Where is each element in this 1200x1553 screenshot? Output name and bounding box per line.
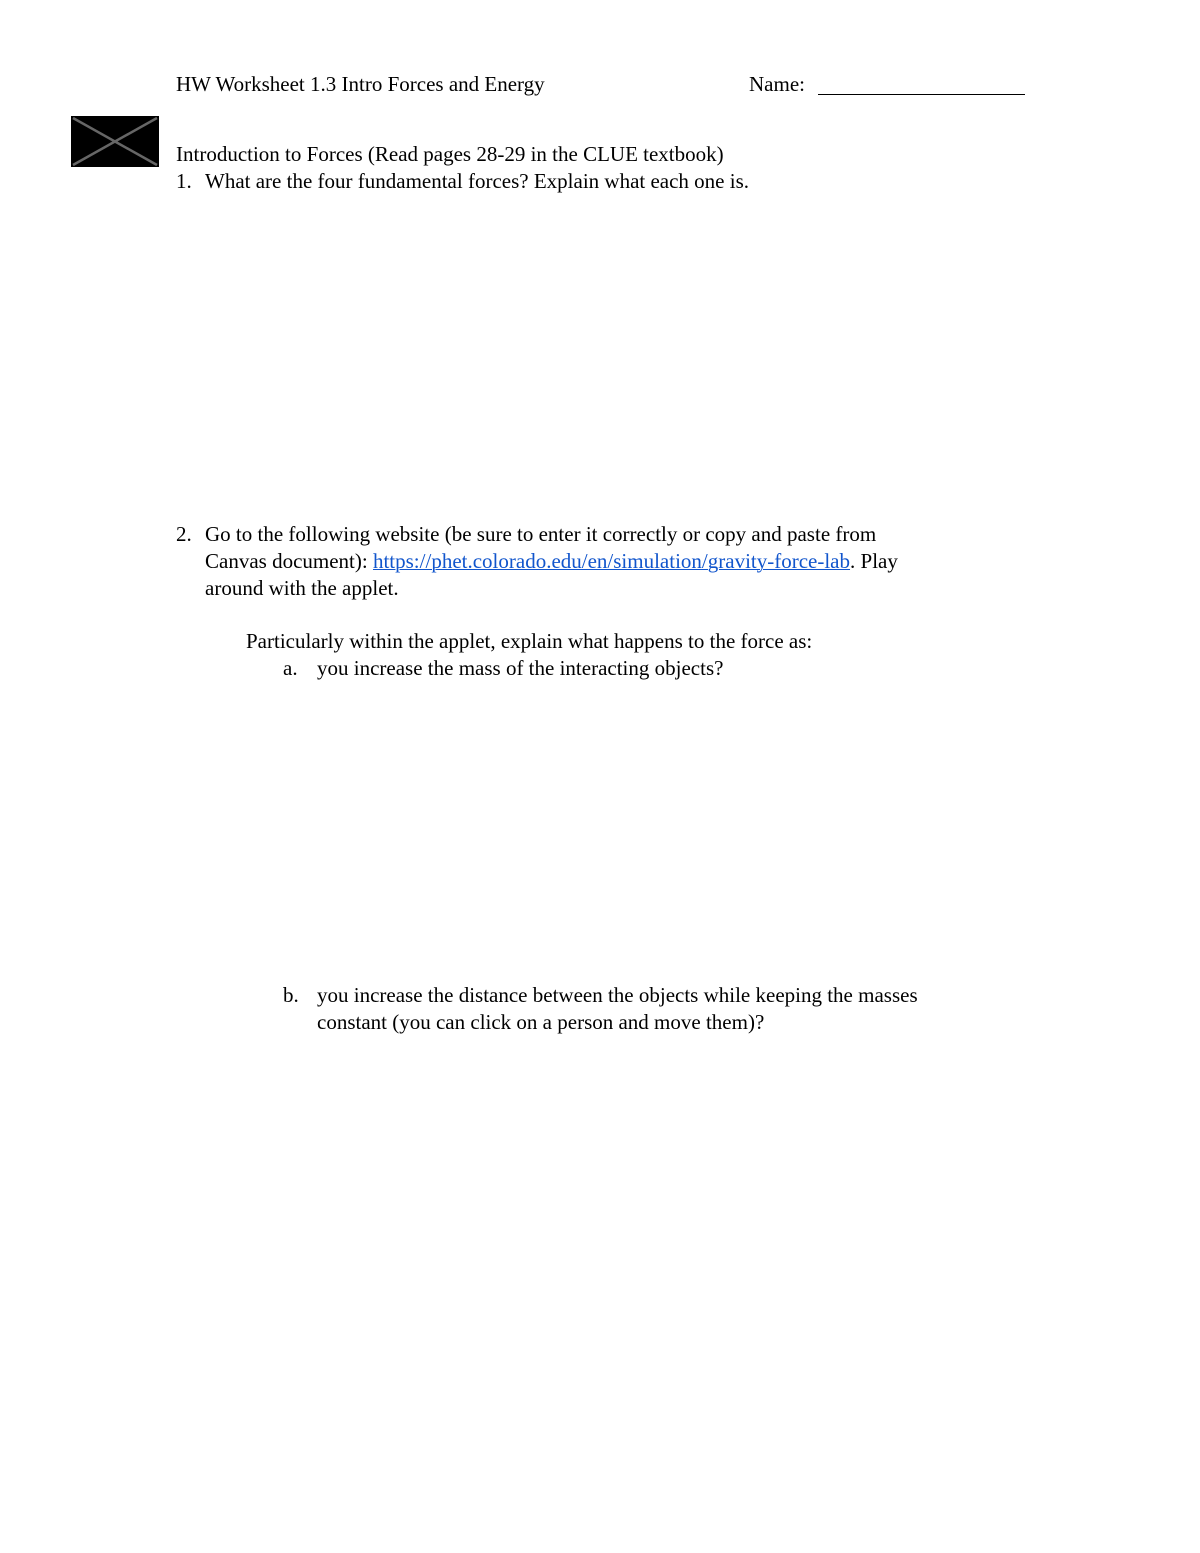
worksheet-title: HW Worksheet 1.3 Intro Forces and Energy	[176, 72, 545, 96]
question-2-text	[205, 521, 1005, 602]
subquestion-b-text	[317, 982, 1017, 1036]
section-title: Introduction to Forces (Read pages 28-29 in the CLUE textbook)	[176, 142, 724, 166]
broken-image-placeholder-icon	[71, 116, 159, 167]
name-label: Name:	[749, 72, 805, 96]
question-2-line-2-prefix: Canvas document):	[205, 549, 373, 573]
subquestion-b-line-2: constant (you can click on a person and move them)?	[317, 1010, 765, 1034]
subquestion-b-line-1: you increase the distance between the objects while keeping the masses	[317, 983, 918, 1007]
question-2-intro: Particularly within the applet, explain what happens to the force as:	[246, 629, 813, 653]
question-2-line-1: Go to the following website (be sure to enter it correctly or copy and paste from	[205, 522, 877, 546]
phet-gravity-lab-link[interactable]: https://phet.colorado.edu/en/simulation/gravity-force-lab	[372, 549, 851, 573]
subquestion-a-letter: a.	[283, 656, 298, 680]
subquestion-a-text: you increase the mass of the interacting objects?	[317, 656, 724, 680]
question-1-number: 1.	[176, 169, 192, 193]
name-blank-line	[818, 94, 1025, 95]
subquestion-b-letter: b.	[283, 983, 299, 1007]
question-1-text: What are the four fundamental forces? Explain what each one is.	[205, 169, 750, 193]
question-2-line-3: around with the applet.	[205, 576, 399, 600]
question-2-line-2-suffix: . Play	[850, 549, 898, 573]
question-2-number: 2.	[176, 522, 192, 546]
question-2-line-2	[205, 548, 1005, 575]
